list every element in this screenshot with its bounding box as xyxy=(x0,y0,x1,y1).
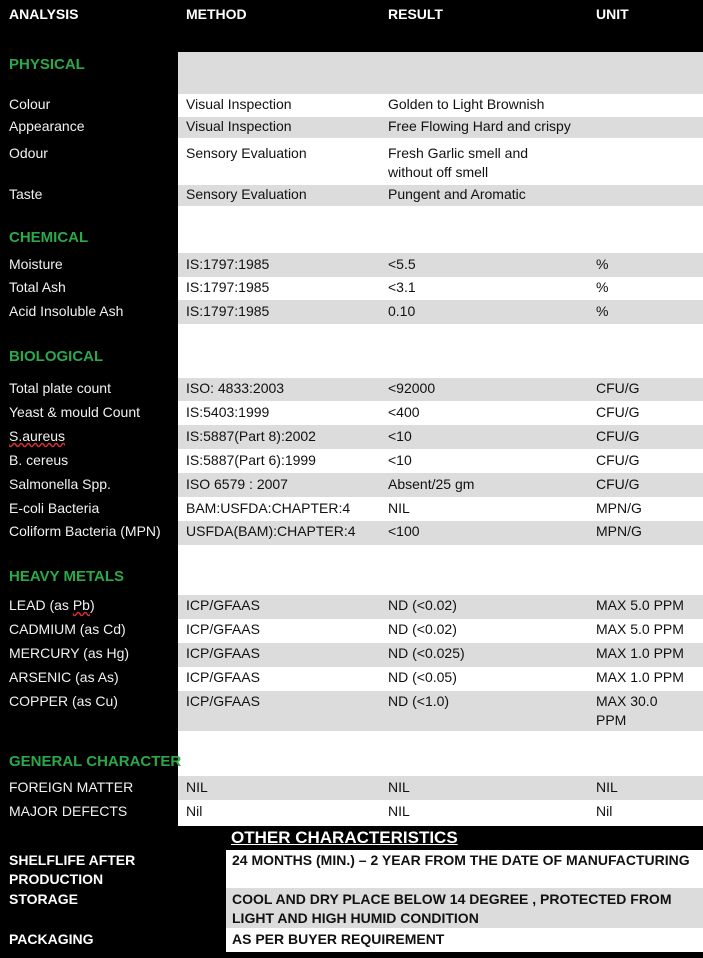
row-result: <400 xyxy=(388,404,420,420)
row-result: Free Flowing Hard and crispy xyxy=(388,118,571,134)
row-method: Visual Inspection xyxy=(186,96,292,112)
section-title-physical: PHYSICAL xyxy=(9,56,85,73)
row-unit: CFU/G xyxy=(596,380,640,396)
row-label: S.aureus xyxy=(9,428,66,444)
row-label: MERCURY (as Hg) xyxy=(9,645,130,661)
row-unit: CFU/G xyxy=(596,476,640,492)
row-label: FOREIGN MATTER xyxy=(9,779,134,795)
row-method: IS:5887(Part 8):2002 xyxy=(186,428,316,444)
row-label: Taste xyxy=(9,186,43,202)
row-label: Appearance xyxy=(9,118,85,134)
bottom-bar xyxy=(0,952,703,958)
row-label: B. cereus xyxy=(9,452,69,468)
row-unit: MAX 5.0 PPM xyxy=(596,597,684,613)
row-method: USFDA(BAM):CHAPTER:4 xyxy=(186,523,356,539)
row-result: ND (<0.02) xyxy=(388,621,457,637)
row-result: ND (<0.02) xyxy=(388,597,457,613)
row-label: Moisture xyxy=(9,256,63,272)
storage-value: COOL AND DRY PLACE BELOW 14 DEGREE , PROTECTED FROM xyxy=(232,891,672,907)
row-result: NIL xyxy=(388,803,410,819)
row-unit: % xyxy=(596,279,609,295)
row-method: ICP/GFAAS xyxy=(186,621,260,637)
row-unit: MAX 30.0 xyxy=(596,693,658,709)
row-method: IS:1797:1985 xyxy=(186,279,270,295)
storage-value-line2: LIGHT AND HIGH HUMID CONDITION xyxy=(232,910,479,926)
row-result: NIL xyxy=(388,779,410,795)
row-label: Total Ash xyxy=(9,279,66,295)
row-label: COPPER (as Cu) xyxy=(9,693,118,709)
packaging-value: AS PER BUYER REQUIREMENT xyxy=(232,931,445,947)
row-unit: CFU/G xyxy=(596,404,640,420)
packaging-label: PACKAGING xyxy=(9,931,94,947)
row-label: Salmonella Spp. xyxy=(9,476,111,492)
row-label xyxy=(9,596,95,615)
row-band xyxy=(178,776,703,800)
row-method: ISO 6579 : 2007 xyxy=(186,476,288,492)
shelflife-label: SHELFLIFE AFTER xyxy=(9,852,136,868)
row-result: <3.1 xyxy=(388,279,416,295)
row-result: 0.10 xyxy=(388,303,416,319)
row-label: Acid Insoluble Ash xyxy=(9,303,124,319)
row-result: ND (<1.0) xyxy=(388,693,450,709)
row-unit: NIL xyxy=(596,779,618,795)
row-label: E-coli Bacteria xyxy=(9,500,100,516)
row-unit: % xyxy=(596,303,609,319)
row-unit: CFU/G xyxy=(596,428,640,444)
storage-label: STORAGE xyxy=(9,891,78,907)
label-part: LEAD (as xyxy=(9,597,73,613)
row-method: ICP/GFAAS xyxy=(186,669,260,685)
row-method: NIL xyxy=(186,779,208,795)
section-title-chemical: CHEMICAL xyxy=(9,229,89,246)
row-unit: MPN/G xyxy=(596,523,642,539)
header-analysis: ANALYSIS xyxy=(9,6,79,22)
other-characteristics-title: OTHER CHARACTERISTICS xyxy=(231,828,458,847)
label-part: ) xyxy=(89,597,95,613)
row-result: <5.5 xyxy=(388,256,416,272)
row-method: IS:1797:1985 xyxy=(186,303,270,319)
header-method: METHOD xyxy=(186,6,247,22)
row-method: IS:5887(Part 6):1999 xyxy=(186,452,316,468)
row-method: Nil xyxy=(186,803,203,819)
row-label: Total plate count xyxy=(9,380,111,396)
row-unit: MAX 1.0 PPM xyxy=(596,669,684,685)
row-label: Coliform Bacteria (MPN) xyxy=(9,523,161,539)
row-method: ISO: 4833:2003 xyxy=(186,380,285,396)
row-result: Absent/25 gm xyxy=(388,476,475,492)
shelflife-value: 24 MONTHS (MIN.) – 2 YEAR FROM THE DATE OF MANUFACTURING xyxy=(232,852,690,868)
row-result: <92000 xyxy=(388,380,436,396)
row-result: <10 xyxy=(388,428,412,444)
row-result: Pungent and Aromatic xyxy=(388,186,526,202)
row-result: <10 xyxy=(388,452,412,468)
row-result: <100 xyxy=(388,523,420,539)
shelflife-label-line2: PRODUCTION xyxy=(9,871,104,887)
header-result: RESULT xyxy=(388,6,443,22)
section-title-general-character: GENERAL CHARACTER xyxy=(9,753,182,770)
row-result: ND (<0.025) xyxy=(388,645,465,661)
row-result-line2: without off smell xyxy=(388,164,489,180)
row-label: MAJOR DEFECTS xyxy=(9,803,128,819)
row-unit: MAX 1.0 PPM xyxy=(596,645,684,661)
row-method: Visual Inspection xyxy=(186,118,292,134)
row-method: ICP/GFAAS xyxy=(186,693,260,709)
row-label: Odour xyxy=(9,145,48,161)
header-unit: UNIT xyxy=(596,6,629,22)
row-method: ICP/GFAAS xyxy=(186,645,260,661)
section-title-biological: BIOLOGICAL xyxy=(9,348,104,365)
row-label: CADMIUM (as Cd) xyxy=(9,621,126,637)
label-part-underlined: Pb xyxy=(72,597,90,613)
row-unit: MAX 5.0 PPM xyxy=(596,621,684,637)
row-method: IS:1797:1985 xyxy=(186,256,270,272)
physical-header-band xyxy=(178,52,703,94)
row-method: ICP/GFAAS xyxy=(186,597,260,613)
row-method: BAM:USFDA:CHAPTER:4 xyxy=(186,500,351,516)
section-title-heavy-metals: HEAVY METALS xyxy=(9,568,125,585)
row-unit: % xyxy=(596,256,609,272)
row-method: IS:5403:1999 xyxy=(186,404,270,420)
row-method: Sensory Evaluation xyxy=(186,186,307,202)
row-unit: CFU/G xyxy=(596,452,640,468)
row-result: Golden to Light Brownish xyxy=(388,96,545,112)
row-method: Sensory Evaluation xyxy=(186,145,307,161)
row-label: ARSENIC (as As) xyxy=(9,669,119,685)
row-result: ND (<0.05) xyxy=(388,669,457,685)
row-label: Yeast & mould Count xyxy=(9,404,141,420)
row-label: Colour xyxy=(9,96,51,112)
row-result: Fresh Garlic smell and xyxy=(388,145,529,161)
row-unit-line2: PPM xyxy=(596,712,627,728)
row-unit: Nil xyxy=(596,803,613,819)
row-result: NIL xyxy=(388,500,410,516)
row-unit: MPN/G xyxy=(596,500,642,516)
